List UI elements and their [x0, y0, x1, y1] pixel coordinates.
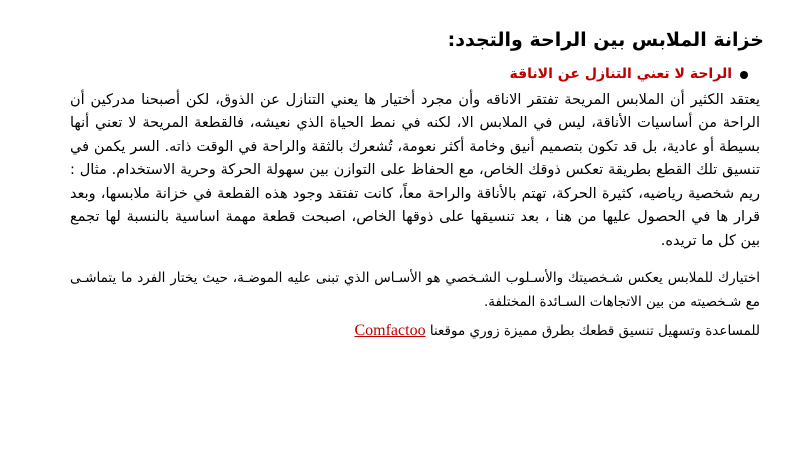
bullet-item [70, 65, 748, 83]
bullet-dot-icon [740, 71, 748, 79]
comfactoo-link[interactable]: Comfactoo [354, 321, 426, 339]
link-line-prefix: للمساعدة وتسهيل تنسيق قطعك بطرق مميزة زوري موقعنا [429, 322, 760, 339]
paragraph-spacer [70, 253, 764, 267]
body-paragraph-2: اختيارك للملابس يعكس شـخصيتك والأسـلوب الشـخصي هو الأسـاس الذي تبنى عليه الموضـة، حيث يختار الفرد ما يتماشـى مع شـخصيته من بين الاتجاهات السـائدة المختلفة. [70, 270, 760, 310]
bullet-item-label: الراحة لا تعني التنازل عن الاناقة [509, 65, 732, 82]
body-paragraph-1: يعتقد الكثير أن الملابس المريحة تفتقر الاناقه وأن مجرد أختيار ها يعني التنازل عن الذوق، لكن أصبحنا مدركين أن الراحة من أساسيات الأناقة، ليس في الملابس الا، لكنه في نمط الحياة الذي نعيشه، فالقطعة المريحة لا تعني أنها بسيطة أو عادية، بل قد تكون بتصميم أنيق وخامة أكثر نعومة، تُشعرك بالثقة والراحة في الوقت ذاته. السر يكمن في تنسيق تلك القطع بطريقة تعكس ذوقك الخاص، مع الحفاظ على التوازن بين سهولة الحركة وحرية الاستخدام. مثال : ريم شخصية رياضيه، كثيرة الحركة، تهتم بالأناقة والراحة معاً، كانت تفتقد وجود هذه القطعة في خزانة ملابسها، وبعد قرار ها في الحصول عليها من هنا ، بعد تنسيقها على ذوقها الخاص، اصبحت قطعة مهمة اساسية بالنسبة لها تجمع بين كل ما تريده. [70, 91, 760, 249]
page-title: خزانة الملابس بين الراحة والتجدد: [447, 29, 764, 51]
link-line [70, 317, 764, 345]
